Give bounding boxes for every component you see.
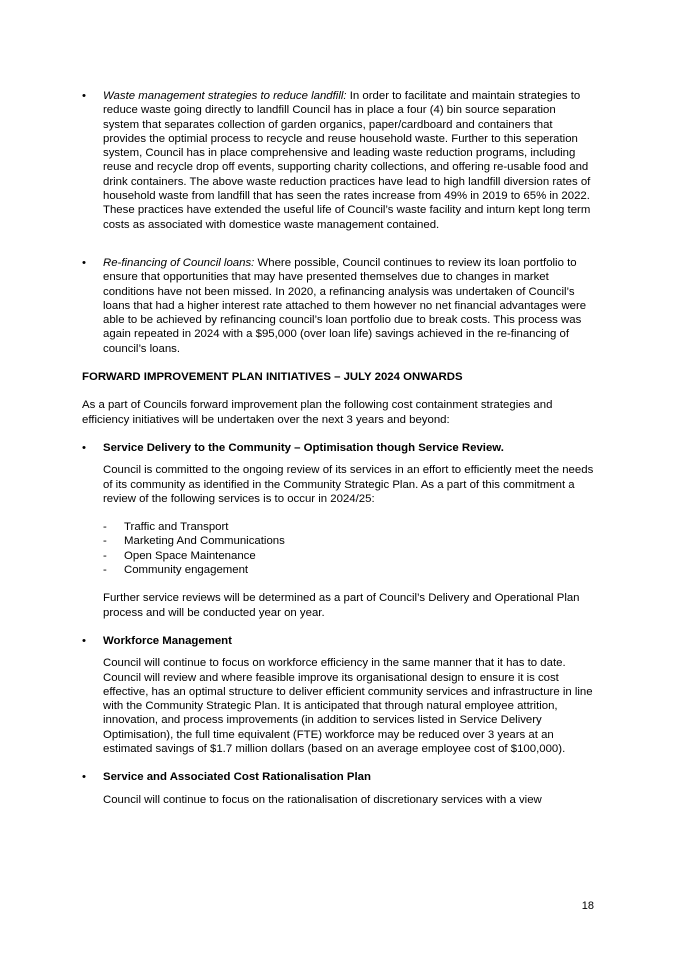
bullet-icon: • [82, 441, 86, 454]
bullet-text: Where possible, Council continues to review its loan portfolio to ensure that opportunities that may have presented themselves due to changes in market conditions have not been missed. In 2020, a refinancing analysis was undertaken of Council’s loans that had a higher interest rate attached to them however no net financial advantages were able to be achieved by refinancing council’s loan portfolio due to break costs. This process was again repeated in 2024 with a $95,000 (over loan life) savings achieved in the re-financing of council’s loans. [103, 256, 587, 355]
bullet-icon: • [82, 771, 86, 784]
list-item: - Community engagement [103, 564, 249, 577]
list-item: - Open Space Maintenance [103, 549, 256, 562]
bullet-title: Re-financing of Council loans: [103, 256, 255, 269]
list-item: - Traffic and Transport [103, 521, 229, 534]
service-review-list [103, 520, 594, 577]
initiative-paragraph: Council is committed to the ongoing review of its services in an effort to efficiently meet the needs of its community as identified in the Community Strategic Plan. As a part of this commitment a review of the following services is to occur in 2024/25: [103, 464, 594, 505]
section-heading: FORWARD IMPROVEMENT PLAN INITIATIVES – JULY 2024 ONWARDS [82, 371, 463, 384]
list-item: - Marketing And Communications [103, 535, 285, 548]
initiative-paragraph: Further service reviews will be determined as a part of Council’s Delivery and Operational Plan process and will be conducted year on year. [103, 592, 580, 619]
initiative-paragraph: Council will continue to focus on workforce efficiency in the same manner that it has to date. Council will review and where feasible improve its organisational design to ensure it is cost effective, has an optimal structure to deliver efficient community services and infrastructure in line with the Community Strategic Plan. It is anticipated that through natural employee attrition, innovation, and process improvements (in addition to services listed in Service Delivery Optimisation), the full time equivalent (FTE) workforce may be reduced over 3 years at an estimated savings of $1.7 million dollars (based on an average employee cost of $100,000). [103, 657, 593, 755]
bullet-paragraph [103, 89, 594, 232]
bullet-icon: • [82, 90, 86, 102]
page-number: 18 [581, 900, 594, 912]
initiative-title: Service Delivery to the Community – Optimisation though Service Review. [103, 441, 504, 454]
bullet-paragraph [103, 256, 594, 356]
bullet-icon: • [82, 634, 86, 647]
initiative-paragraph: Council will continue to focus on the rationalisation of discretionary services with a view [103, 793, 542, 806]
bullet-icon: • [82, 256, 86, 269]
initiative-title: Workforce Management [103, 634, 232, 647]
bullet-refinancing [82, 256, 594, 356]
bullet-title: Waste management strategies to reduce landfill: [103, 90, 347, 102]
intro-paragraph: As a part of Councils forward improvement plan the following cost containment strategies and efficiency initiatives will be undertaken over the next 3 years and beyond: [82, 399, 553, 426]
initiative-rationalisation [82, 770, 594, 807]
bullet-waste-management [82, 89, 594, 232]
initiative-title: Service and Associated Cost Rationalisation Plan [103, 771, 371, 784]
bullet-text: In order to facilitate and maintain strategies to reduce waste going directly to landfill Council has in place a four (4) bin source separation system that separates collection of garden organics, paper/cardboard and containers that provides the optimial process to recycle and reuse household waste. Further to this seperation system, Council has in place comprehensive and leading waste reduction programs, including reuse and recycle drop off events, supporting charity collections, and offering re-usable food and drink containers. The above waste reduction practices have lead to high landfill diversion rates of household waste from landfill that has seen the rates increase from 49% in 2019 to 65% in 2022. These practices have extended the useful life of Council’s waste facility and inturn kept long term costs as associated with domestice waste management contained. [103, 90, 591, 231]
document-body [82, 89, 594, 807]
initiative-workforce [82, 634, 594, 756]
initiative-service-delivery [82, 441, 594, 620]
